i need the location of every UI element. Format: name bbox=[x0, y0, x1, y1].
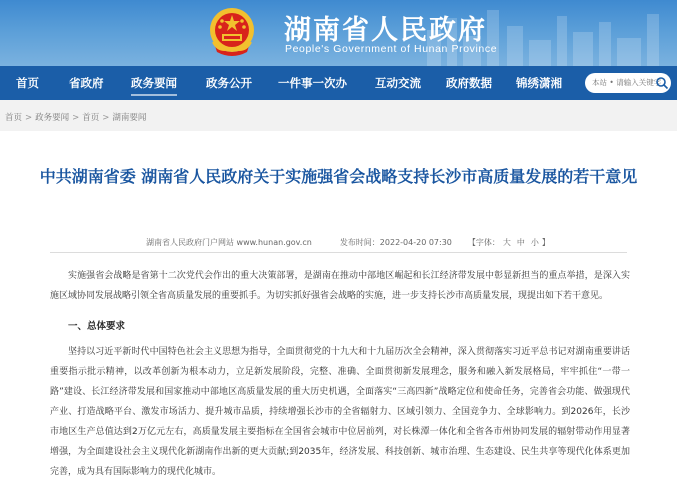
breadcrumb-separator: > bbox=[72, 113, 80, 123]
breadcrumb-home[interactable]: 首页 bbox=[5, 113, 23, 123]
font-size-medium-button[interactable]: 中 bbox=[516, 238, 525, 247]
article-meta bbox=[146, 237, 550, 248]
font-size-label-end: 】 bbox=[541, 238, 550, 247]
nav-item-data[interactable]: 政府数据 bbox=[446, 76, 492, 90]
breadcrumb-news[interactable]: 政务要闻 bbox=[35, 113, 70, 123]
article-paragraph-intro: 实施强省会战略是省第十二次党代会作出的重大决策部署，是湖南在推动中部地区崛起和长江经济带发展中彰显新担当的重点举措，是深入实施区域协同发展战略引领全省高质量发展的重要抓手。为切实抓好强省会战略的实施，进一步支持长沙市高质量发展，现提出如下若干意见。 bbox=[50, 271, 630, 301]
search-icon[interactable] bbox=[655, 76, 669, 90]
font-size-label: 【字体： bbox=[467, 238, 500, 247]
nav-item-one-stop[interactable]: 一件事一次办 bbox=[278, 76, 347, 90]
breadcrumb-hunan-news[interactable]: 湖南要闻 bbox=[112, 113, 147, 123]
nav-item-government[interactable]: 省政府 bbox=[69, 76, 104, 90]
font-size-small-button[interactable]: 小 bbox=[530, 238, 539, 247]
breadcrumb-separator: > bbox=[25, 113, 33, 123]
article-source: 湖南省人民政府门户网站 www.hunan.gov.cn bbox=[146, 238, 312, 247]
article-paragraph-requirements: 坚持以习近平新时代中国特色社会主义思想为指导，全面贯彻党的十九大和十九届历次全会精神，深入贯彻落实习近平总书记对湖南重要讲话重要指示批示精神，以改革创新为根本动力，立足新发展阶段，完整、准确、全面贯彻新发展理念，服务和融入新发展格局，牢牢抓住“一带一路”建设、长江经济带发展和国家推动中部地区高质量发展的重大历史机遇，全面落实“三高四新”战略定位和使命任务，完善省会功能、做强现代产业、打造战略平台、激发市场活力、提升城市品质，持续增强长沙市的全省辐射力、区域引领力、全国竞争力、全球影响力。到2026年，长沙市地区生产总值达到2万亿元左右，高质量发展主要指标在全国省会城市中位居前列，对长株潭一体化和全省各市州协同发展的辐射带动作用显著增强，为全面建设社会主义现代化新湖南作出新的更大贡献;到2035年，经济发展、科技创新、城市治理、生态建设、民生共享等现代化体系更加完善，成为具有国际影响力的现代化城市。 bbox=[50, 347, 630, 477]
article-date: 发布时间：2022-04-20 07:30 bbox=[339, 238, 452, 247]
meta-divider bbox=[50, 252, 627, 253]
nav-item-news[interactable]: 政务要闻 bbox=[131, 66, 177, 100]
nav-item-disclosure[interactable]: 政务公开 bbox=[206, 76, 252, 90]
section-heading: 一、总体要求 bbox=[68, 321, 126, 332]
site-subtitle: People's Government of Hunan Province bbox=[285, 43, 498, 55]
national-emblem-icon bbox=[207, 6, 257, 58]
nav-item-home[interactable]: 首页 bbox=[16, 76, 39, 90]
breadcrumb bbox=[5, 111, 146, 123]
article-title: 中共湖南省委 湖南省人民政府关于实施强省会战略支持长沙市高质量发展的若干意见 bbox=[39, 167, 638, 186]
font-size-large-button[interactable]: 大 bbox=[502, 238, 511, 247]
nav-item-interaction[interactable]: 互动交流 bbox=[375, 76, 421, 90]
breadcrumb-separator: > bbox=[102, 113, 110, 123]
main-nav bbox=[0, 66, 677, 100]
breadcrumb-home-2[interactable]: 首页 bbox=[82, 113, 100, 123]
nav-item-hunan-scenery[interactable]: 锦绣潇湘 bbox=[516, 76, 562, 90]
site-title: 湖南省人民政府 bbox=[284, 15, 487, 46]
